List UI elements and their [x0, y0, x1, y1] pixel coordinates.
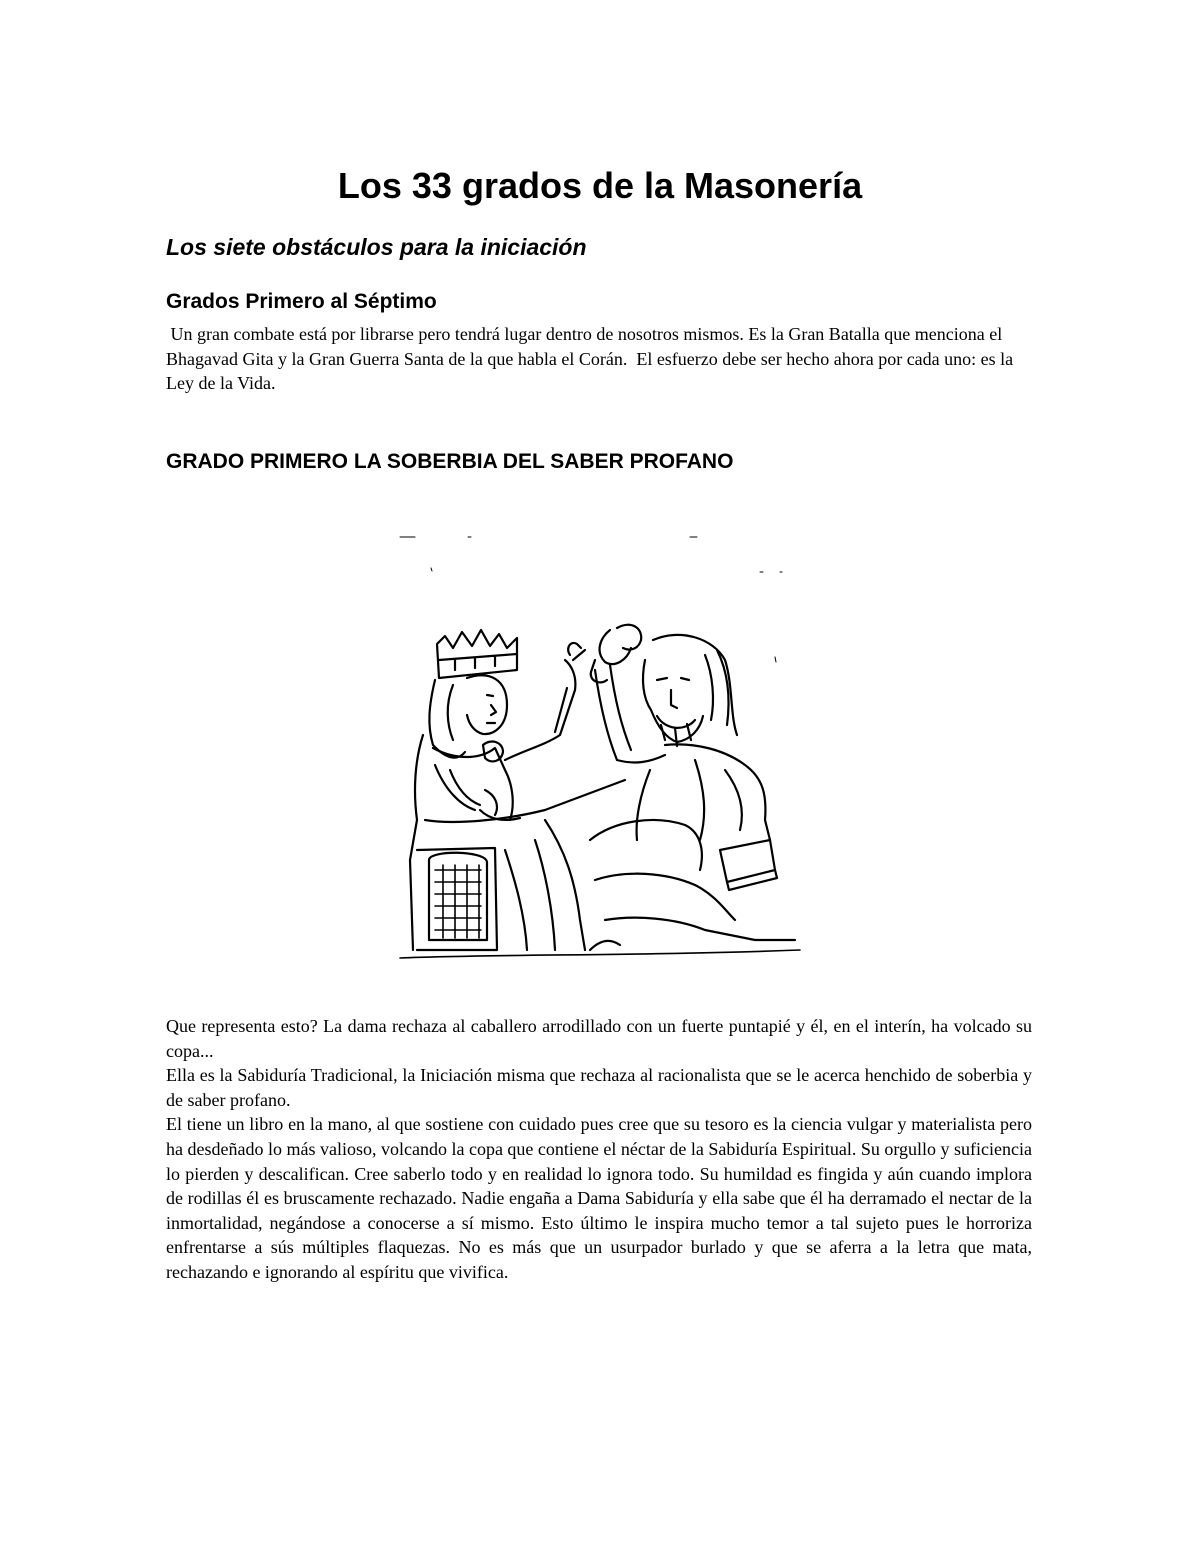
intro-paragraph: Un gran combate está por librarse pero tendrá lugar dentro de nosotros mismos. Es la Gran Batalla que menciona el Bhagavad Gita y la Gran Guerra Santa de la que habla el Corán. El esfuerzo debe ser hecho ahora por cada uno: es la Ley de la Vida. [166, 324, 1018, 393]
grade-heading: GRADO PRIMERO LA SOBERBIA DEL SABER PROFANO [166, 450, 734, 473]
body-paragraph: Ella es la Sabiduría Tradicional, la Iniciación misma que rechaza al racionalista que se le acerca henchido de soberbia y de saber profano. [166, 1065, 1032, 1110]
illustration-image [395, 520, 805, 965]
body-paragraph: El tiene un libro en la mano, al que sostiene con cuidado pues cree que su tesoro es la ciencia vulgar y materialista pero ha desdeñado lo más valioso, volcando la copa que contiene el néctar de la Sabiduría Espiritual. Su orgullo y suficiencia lo pierden y descalifican. Cree saberlo todo y en realidad lo ignora todo. Su humildad es fingida y aún cuando implora de rodillas él es bruscamente rechazado. Nadie engaña a Dama Sabiduría y ella sabe que él ha derramado el nectar de la inmortalidad, negándose a conocerse a sí mismo. Esto último le inspira mucho temor a tal sujeto pues le horroriza enfrentarse a sús múltiples flaquezas. No es más que un usurpador burlado y que se aferra a la letra que mata, rechazando e ignorando al espíritu que vivifica. [166, 1114, 1032, 1282]
body-paragraph: Que representa esto? La dama rechaza al caballero arrodillado con un fuerte puntapié y él, en el interín, ha volcado su copa... [166, 1016, 1032, 1061]
cup [600, 625, 642, 664]
document-title: Los 33 grados de la Masonería [337, 165, 863, 206]
section-heading: Grados Primero al Séptimo [166, 290, 437, 313]
ground-line [400, 950, 800, 958]
body-text [166, 1014, 1032, 1285]
book [720, 840, 777, 890]
document-subtitle: Los siete obstáculos para la iniciación [166, 234, 587, 260]
scan-specks [400, 537, 782, 662]
